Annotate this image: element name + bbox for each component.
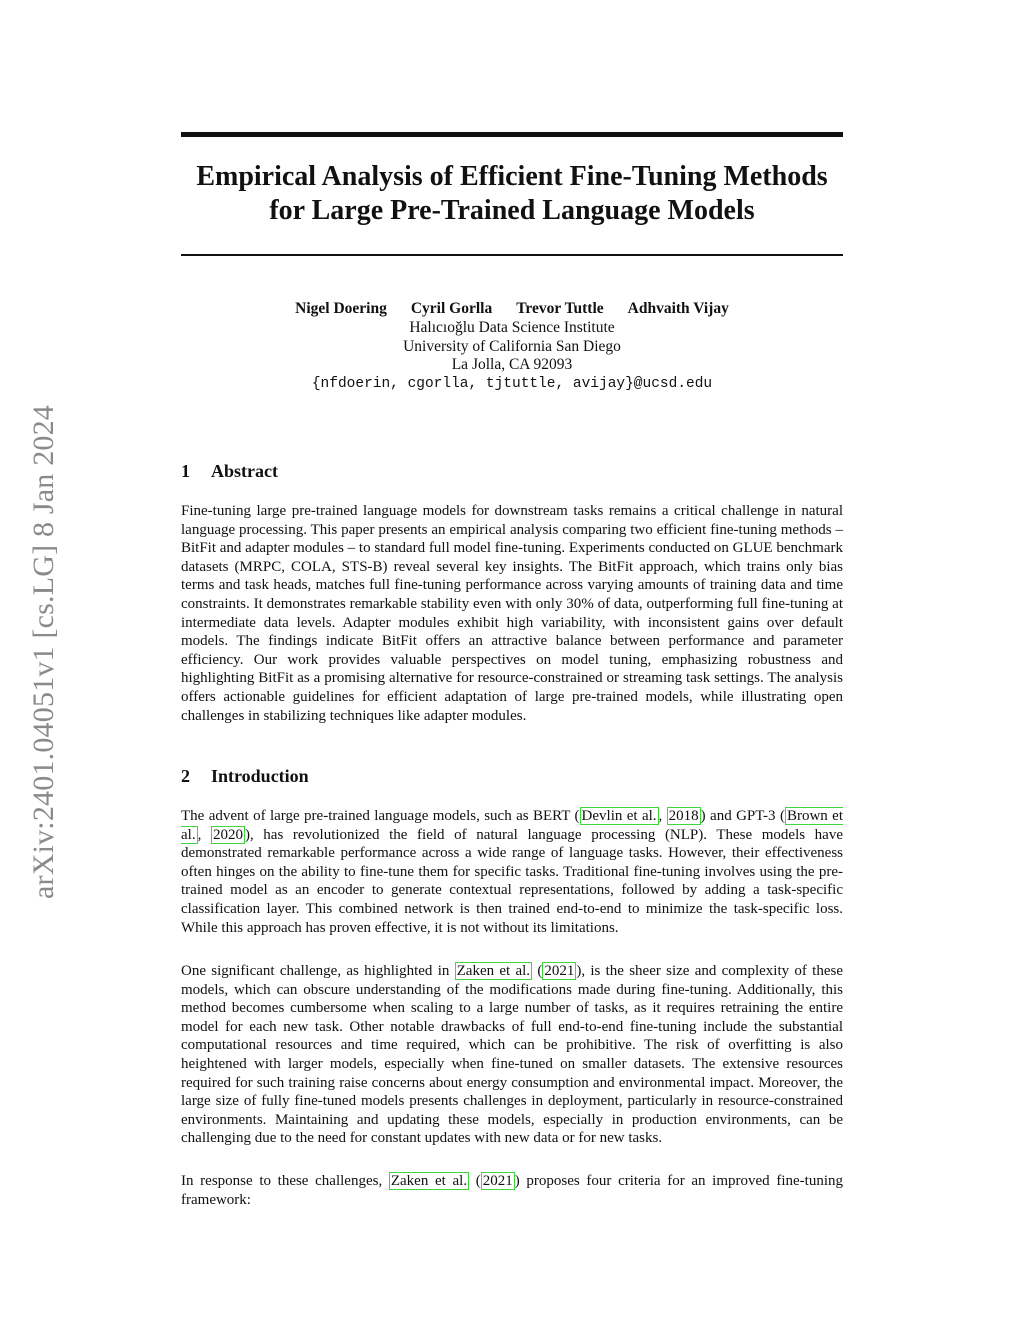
section-title: Abstract — [211, 461, 278, 481]
paragraph-text: One significant challenge, as highlighted in — [181, 963, 455, 979]
intro-paragraph-2 — [181, 962, 843, 1148]
title-top-rule — [181, 132, 843, 137]
author-list — [181, 299, 843, 319]
paragraph-text: ( — [469, 1173, 481, 1189]
affiliation-location: La Jolla, CA 92093 — [451, 356, 573, 373]
paragraph-text: ), has revolutionized the field of natural language processing (NLP). These models have demonstrated remarkable performance across a wide range of language tasks. However, their effectiveness often hinges on the ability to fine-tune them for specific tasks. Traditional fine-tuning involves using the pre-trained model as an encoder to generate contextual representations, followed by adding a task-specific classification layer. This combined network is then trained end-to-end to minimize the task-specific loss. While this approach has proven effective, it is not without its limitations. — [181, 826, 843, 936]
abstract-text: Fine-tuning large pre-trained language models for downstream tasks remains a critical challenge in natural language processing. This paper presents an empirical analysis comparing two efficient fine-tuning methods – BitFit and adapter modules – to standard full model fine-tuning. Experiments conducted on GLUE benchmark datasets (MRPC, COLA, STS-B) reveal several key insights. The BitFit approach, which trains only bias terms and task heads, matches full fine-tuning performance across varying amounts of training data and time constraints. It demonstrates remarkable stability even with only 30% of data, outperforming full fine-tuning at intermediate data levels. Adapter modules exhibit high variability, with inconsistent gains over default models. The findings indicate BitFit offers an attractive balance between performance and parameter efficiency. Our work provides valuable perspectives on model tuning, emphasizing robustness and highlighting BitFit as a promising alternative for resource-constrained or streaming task settings. The analysis offers actionable guidelines for efficient adaptation of large pre-trained models, while illustrating open challenges in stabilizing techniques like adapter modules. — [181, 503, 843, 724]
author-name: Adhvaith Vijay — [627, 300, 729, 317]
paragraph-text: ) proposes four criteria for an improved fine-tuning framework: — [181, 1173, 843, 1208]
citation-year-link[interactable]: 2018 — [668, 808, 699, 824]
author-name: Cyril Gorlla — [410, 300, 493, 317]
introduction-heading — [181, 765, 843, 787]
paragraph-text: , — [658, 808, 667, 824]
affiliation-block — [181, 319, 843, 393]
section-title: Introduction — [211, 766, 309, 786]
affiliation-institute: Halıcıoğlu Data Science Institute — [409, 319, 615, 336]
author-name: Trevor Tuttle — [516, 300, 604, 317]
author-name: Nigel Doering — [295, 300, 387, 317]
paragraph-text: , — [197, 826, 211, 843]
paragraph-text: In response to these challenges, — [181, 1173, 389, 1189]
paragraph-text: ), is the sheer size and complexity of these models, which can obscure understanding of the modifications made during fine-tuning. Additionally, this method becomes cumbersome when scaling to a large number of tasks, as it requires retraining the entire model for each new task. Other notable drawbacks of full end-to-end fine-tuning include the substantial computational resources and time required, which can be prohibitive. The risk of overfitting is also heightened with larger models, especially when fine-tuned on smaller datasets. The extensive resources required for such training raise concerns about energy consumption and environmental impact. Moreover, the large size of fully fine-tuned models presents challenges in deployment, particularly in resource-constrained environments. Maintaining and updating these models, especially in production environments, can be challenging due to the need for constant updates with new data or for new tasks. — [181, 963, 843, 1147]
section-number: 2 — [181, 766, 190, 786]
citation-link[interactable]: Zaken et al. — [390, 1173, 468, 1189]
title-line-1: Empirical Analysis of Efficient Fine-Tuning Methods — [196, 161, 828, 192]
paragraph-text: The advent of large pre-trained language models, such as BERT ( — [181, 808, 580, 824]
paper-title — [181, 160, 843, 228]
intro-paragraph-3 — [181, 1172, 843, 1209]
title-bottom-rule — [181, 254, 843, 256]
paragraph-text: ) and GPT-3 ( — [700, 808, 785, 824]
abstract-heading — [181, 460, 843, 482]
citation-link[interactable]: Brown et al. — [181, 808, 843, 843]
affiliation-university: University of California San Diego — [403, 337, 621, 355]
citation-year-link[interactable]: 2021 — [544, 963, 575, 979]
author-emails: {nfdoerin, cgorlla, tjtuttle, avijay}@ucsd.edu — [311, 375, 713, 392]
arxiv-identifier-stamp: arXiv:2401.04051v1 [cs.LG] 8 Jan 2024 — [27, 405, 60, 899]
citation-year-link[interactable]: 2020 — [212, 826, 243, 843]
intro-paragraph-1 — [181, 807, 843, 937]
citation-link[interactable]: Devlin et al. — [581, 808, 657, 824]
paragraph-text: ( — [532, 963, 543, 979]
citation-link[interactable]: Zaken et al. — [456, 963, 531, 979]
title-line-2: for Large Pre-Trained Language Models — [269, 195, 755, 226]
section-number: 1 — [181, 461, 190, 481]
citation-year-link[interactable]: 2021 — [482, 1173, 513, 1189]
